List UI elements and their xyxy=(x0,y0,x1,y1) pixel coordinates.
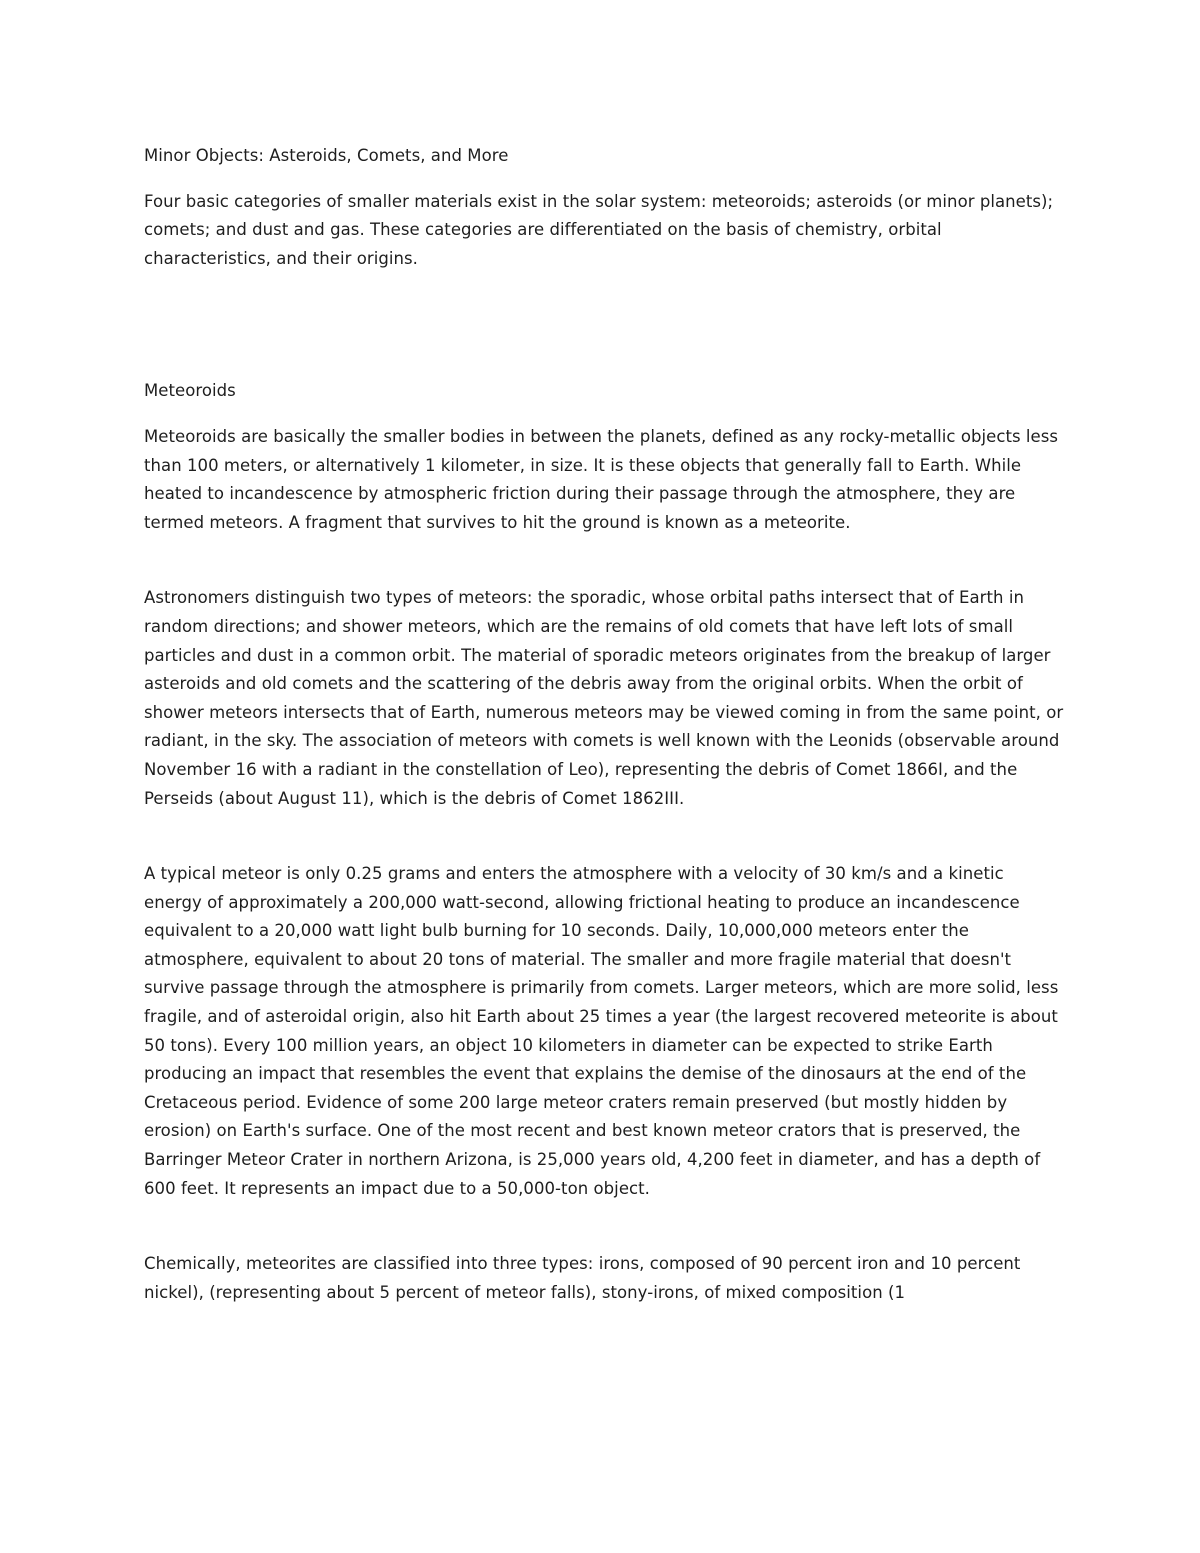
paragraph-typical-meteor: A typical meteor is only 0.25 grams and enters the atmosphere with a velocity of 30 km/s and a kinetic energy of approximately a 200,000 watt-second, allowing frictional heating to produce an incandescence equivalent to a 20,000 watt light bulb burning for 10 seconds. Daily, 10,000,000 meteors enter the atmosphere, equivalent to about 20 tons of material. The smaller and more fragile material that doesn't survive passage through the atmosphere is primarily from comets. Larger meteors, which are more solid, less fragile, and of asteroidal origin, also hit Earth about 25 times a year (the largest recovered meteorite is about 50 tons). Every 100 million years, an object 10 kilometers in diameter can be expected to strike Earth producing an impact that resembles the event that explains the demise of the dinosaurs at the end of the Cretaceous period. Evidence of some 200 large meteor craters remain preserved (but mostly hidden by erosion) on Earth's surface. One of the most recent and best known meteor crators that is preserved, the Barringer Meteor Crater in northern Arizona, is 25,000 years old, 4,200 feet in diameter, and has a depth of 600 feet. It represents an impact due to a 50,000-ton object. xyxy=(144,864,1059,1198)
paragraph-meteorite-chemistry: Chemically, meteorites are classified into three types: irons, composed of 90 percent iron and 10 percent nickel), (representing about 5 percent of meteor falls), stony-irons, of mixed composition (1 xyxy=(144,1254,1021,1302)
paragraph-meteor-types: Astronomers distinguish two types of meteors: the sporadic, whose orbital paths intersect that of Earth in random directions; and shower meteors, which are the remains of old comets that have left lots of small particles and dust in a common orbit. The material of sporadic meteors originates from the breakup of larger asteroids and old comets and the scattering of the debris away from the original orbits. When the orbit of shower meteors intersects that of Earth, numerous meteors may be viewed coming in from the same point, or radiant, in the sky. The association of meteors with comets is well known with the Leonids (observable around November 16 with a radiant in the constellation of Leo), representing the debris of Comet 1866I, and the Perseids (about August 11), which is the debris of Comet 1862III. xyxy=(144,588,1064,808)
document-body xyxy=(144,142,1064,1307)
section-heading-meteoroids: Meteoroids xyxy=(144,381,236,401)
paragraph-meteoroids-definition: Meteoroids are basically the smaller bodies in between the planets, defined as any rocky-metallic objects less than 100 meters, or alternatively 1 kilometer, in size. It is these objects that generally fall to Earth. While heated to incandescence by atmospheric friction during their passage through the atmosphere, they are termed meteors. A fragment that survives to hit the ground is known as a meteorite. xyxy=(144,426,1059,532)
intro-paragraph: Four basic categories of smaller materials exist in the solar system: meteoroids; asteroids (or minor planets); comets; and dust and gas. These categories are differentiated on the basis of chemistry, orbital characteristics, and their origins. xyxy=(144,191,1054,268)
document-title: Minor Objects: Asteroids, Comets, and More xyxy=(144,146,509,165)
